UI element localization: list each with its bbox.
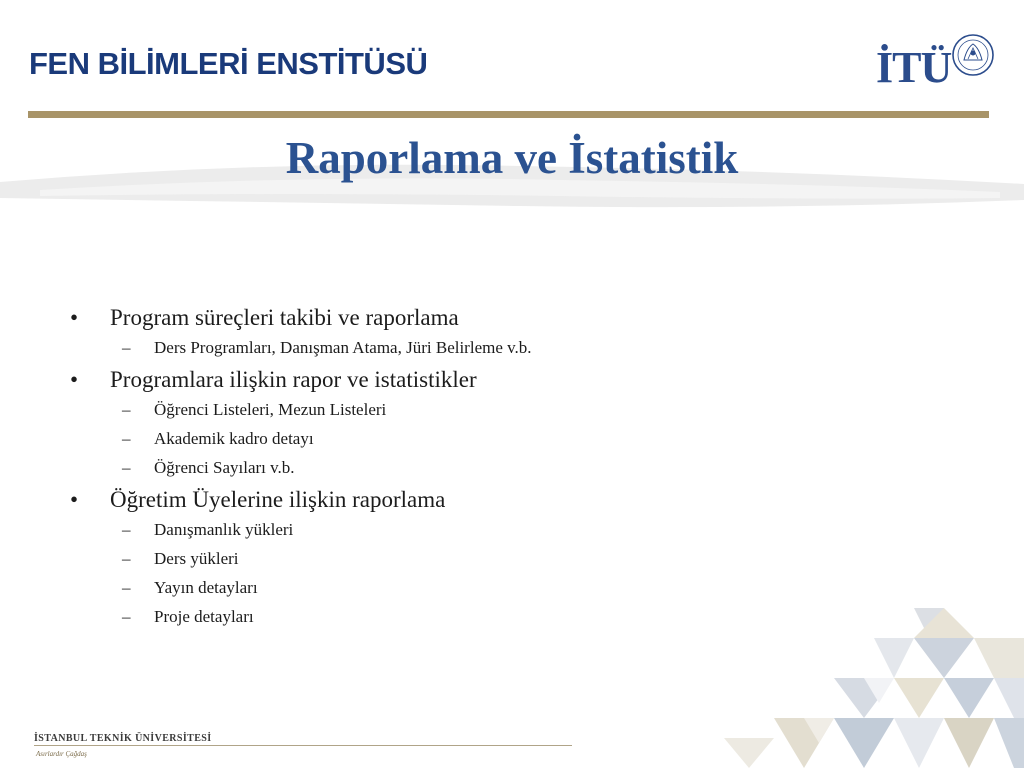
footer-rule	[34, 745, 572, 746]
sub-item	[70, 399, 830, 421]
header-rule	[28, 111, 989, 118]
footer-motto: Asırlardır Çağdaş	[36, 750, 87, 758]
bullet-marker: •	[70, 487, 79, 512]
bullet-item	[70, 304, 830, 332]
university-seal-icon	[950, 28, 996, 86]
sub-item-text: Akademik kadro detayı	[154, 429, 314, 448]
sub-item	[70, 337, 830, 359]
bullet-text: Programlara ilişkin rapor ve istatistikler	[110, 367, 477, 392]
sub-item	[70, 519, 830, 541]
footer-university: İSTANBUL TEKNİK ÜNİVERSİTESİ	[34, 733, 212, 744]
dash-marker: –	[122, 429, 131, 448]
sub-item	[70, 548, 830, 570]
dash-marker: –	[122, 549, 131, 568]
sub-item	[70, 577, 830, 599]
slide-title: Raporlama ve İstatistik	[285, 133, 739, 183]
bullet-marker: •	[70, 305, 79, 330]
sub-item-text: Danışmanlık yükleri	[154, 520, 294, 539]
logo-text: İTÜ	[876, 43, 952, 92]
bullet-text: Program süreçleri takibi ve raporlama	[110, 305, 459, 330]
dash-marker: –	[122, 520, 131, 539]
sub-item-text: Ders yükleri	[154, 549, 239, 568]
dash-marker: –	[122, 400, 131, 419]
dash-marker: –	[122, 338, 131, 357]
decorative-mosaic	[574, 608, 1024, 768]
bullet-text: Öğretim Üyelerine ilişkin raporlama	[110, 487, 446, 512]
header-title: FEN BİLİMLERİ ENSTİTÜSÜ	[29, 46, 428, 81]
sub-item-text: Öğrenci Listeleri, Mezun Listeleri	[154, 400, 387, 419]
sub-item-text: Proje detayları	[154, 607, 254, 626]
bullet-item	[70, 366, 830, 394]
bullet-item	[70, 486, 830, 514]
dash-marker: –	[122, 458, 131, 477]
sub-item-text: Yayın detayları	[154, 578, 258, 597]
dash-marker: –	[122, 607, 131, 626]
bullet-list	[70, 304, 830, 635]
sub-item-text: Öğrenci Sayıları v.b.	[154, 458, 295, 477]
itu-logo	[876, 28, 996, 98]
sub-item-text: Ders Programları, Danışman Atama, Jüri Belirleme v.b.	[154, 338, 532, 357]
sub-item	[70, 428, 830, 450]
dash-marker: –	[122, 578, 131, 597]
sub-item	[70, 457, 830, 479]
bullet-marker: •	[70, 367, 79, 392]
